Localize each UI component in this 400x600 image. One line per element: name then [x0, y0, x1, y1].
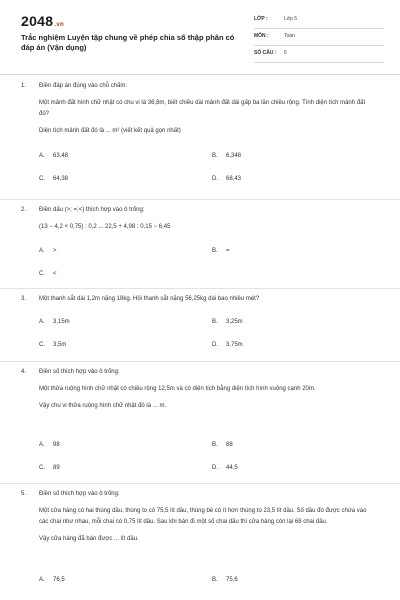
option-letter: A.	[39, 319, 45, 325]
option-letter: C.	[39, 176, 45, 182]
option-b[interactable]	[212, 248, 230, 254]
worksheet-header	[0, 0, 400, 64]
option-b[interactable]	[212, 577, 238, 583]
option-text: 64,38	[53, 176, 69, 182]
option-letter: B.	[212, 442, 218, 448]
option-text: 3,25m	[226, 319, 243, 325]
option-text: 88	[226, 442, 233, 448]
option-b[interactable]	[212, 153, 241, 159]
option-d[interactable]	[212, 342, 243, 348]
meta-value: 5	[284, 50, 287, 56]
option-letter: B.	[212, 319, 218, 325]
option-letter: A.	[39, 248, 45, 254]
option-letter: D.	[212, 465, 218, 471]
option-c[interactable]	[39, 342, 66, 348]
meta-row-subject	[254, 29, 384, 46]
question-text: Một cửa hàng có hai thùng dầu, thùng to có 75,5 lít dầu, thùng bé có ít hơn thùng to 23,5 lít dầu. Số dầu đó được chứa vào các chai như nhau, mỗi chai có 0,75 lít dầu. Sau khi bán đi một số chai dầu thì cửa hàng còn lại 68 chai dầu.	[39, 508, 367, 525]
meta-value: Lớp 5	[284, 16, 298, 22]
option-text: >	[53, 248, 57, 254]
question-text: Một thửa ruộng hình chữ nhật có chiều rộng 12,5m và có diện tích bằng diện tích hình vuông cạnh 20m.	[39, 386, 316, 392]
question-number: 4.	[21, 369, 27, 375]
meta-label: SỐ CÂU :	[254, 50, 277, 56]
option-a[interactable]	[39, 442, 60, 448]
option-letter: B.	[212, 577, 218, 583]
option-text: 76,5	[53, 577, 65, 583]
question-prompt: Điền số thích hợp vào ô trống:	[39, 369, 120, 375]
logo-suffix: .vn	[54, 22, 64, 28]
question-body	[39, 506, 374, 545]
option-c[interactable]	[39, 176, 68, 182]
option-a[interactable]	[39, 319, 70, 325]
option-c[interactable]	[39, 465, 60, 471]
question-prompt: Một thanh sắt dài 1,2m nặng 18kg. Hỏi thanh sắt nặng 56,25kg dài bao nhiêu mét?	[39, 296, 260, 302]
option-letter: B.	[212, 153, 218, 159]
option-d[interactable]	[212, 176, 241, 182]
option-letter: B.	[212, 248, 218, 254]
option-text: 63,48	[53, 153, 69, 159]
option-letter: A.	[39, 153, 45, 159]
question-prompt: Điền dấu (>; =;<) thích hợp vào ô trống:	[39, 207, 145, 213]
question-divider	[0, 288, 400, 289]
option-text: =	[226, 248, 230, 254]
meta-label: MÔN :	[254, 33, 269, 39]
question-number: 3.	[21, 296, 27, 302]
option-a[interactable]	[39, 153, 68, 159]
question-body	[39, 384, 374, 412]
question-number: 2.	[21, 207, 27, 213]
logo-main: 2048	[21, 13, 54, 29]
option-a[interactable]	[39, 577, 65, 583]
option-letter: D.	[212, 342, 218, 348]
option-c[interactable]	[39, 271, 57, 277]
option-text: 6,348	[226, 153, 242, 159]
option-text: 3,15m	[53, 319, 70, 325]
option-text: 3,75m	[226, 342, 243, 348]
option-text: 3,5m	[53, 342, 67, 348]
question-prompt: Điền đáp án đúng vào chỗ chấm:	[39, 83, 128, 89]
meta-info	[254, 12, 384, 63]
option-text: 89	[53, 465, 60, 471]
question-number: 1.	[21, 83, 27, 89]
option-text: 98	[53, 442, 60, 448]
option-letter: C.	[39, 342, 45, 348]
option-b[interactable]	[212, 319, 243, 325]
option-a[interactable]	[39, 248, 57, 254]
question-body	[39, 222, 374, 233]
option-letter: C.	[39, 465, 45, 471]
question-text: Vậy chu vi thửa ruộng hình chữ nhật đó là ... m.	[39, 403, 167, 409]
question-text: Vậy cửa hàng đã bán được ... lít dầu.	[39, 536, 139, 542]
question-divider	[0, 483, 400, 484]
document-title: Trắc nghiệm Luyện tập chung về phép chia số thập phân có đáp án (Vận dụng)	[21, 33, 235, 52]
meta-value: Toán	[284, 33, 295, 39]
meta-row-grade	[254, 12, 384, 29]
meta-label: LỚP :	[254, 16, 268, 22]
option-text: <	[53, 271, 57, 277]
option-text: 68,43	[226, 176, 242, 182]
option-text: 75,6	[226, 577, 238, 583]
site-logo[interactable]	[21, 13, 64, 29]
option-b[interactable]	[212, 442, 233, 448]
question-body	[39, 98, 374, 137]
header-divider	[0, 74, 400, 75]
question-prompt: Điền số thích hợp vào ô trống:	[39, 491, 120, 497]
question-divider	[0, 361, 400, 362]
option-text: 44,5	[226, 465, 238, 471]
option-letter: A.	[39, 442, 45, 448]
option-letter: D.	[212, 176, 218, 182]
question-text: (13 − 4,2 × 0,75) : 0,2 ... 22,5 + 4,98 : 0,15 − 6,45	[39, 224, 171, 230]
question-text: Diện tích mảnh đất đó là ... m² (viết kết quả gọn nhất)	[39, 128, 181, 134]
question-divider	[0, 199, 400, 200]
option-letter: C.	[39, 271, 45, 277]
option-letter: A.	[39, 577, 45, 583]
option-d[interactable]	[212, 465, 238, 471]
question-number: 5.	[21, 491, 27, 497]
question-text: Một mảnh đất hình chữ nhật có chu vi là 36,8m, biết chiều dài mảnh đất dài gấp ba lần chiều rộng. Tính diện tích mảnh đất đó?	[39, 100, 366, 117]
meta-row-count	[254, 46, 384, 63]
